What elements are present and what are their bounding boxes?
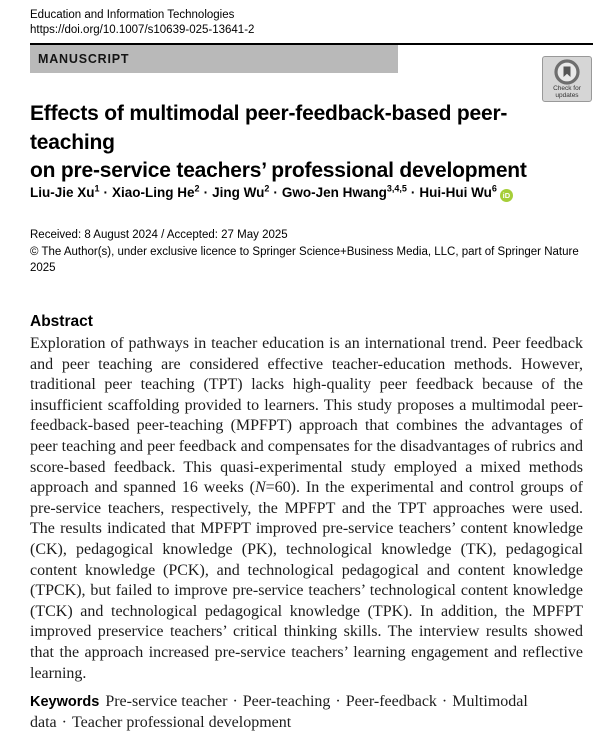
author-affiliation-sup: 2 [194, 183, 200, 193]
keyword: Peer-teaching [242, 693, 331, 710]
journal-name: Education and Information Technologies [30, 9, 235, 21]
article-title-line2: on pre-service teachers’ professional development [30, 159, 527, 182]
keyword: Peer-feedback [345, 693, 437, 710]
crossmark-icon [554, 59, 580, 85]
abstract-text: Exploration of pathways in teacher education is an international trend. Peer feedback and peer teaching are considered effective teacher-education methods. However, traditional peer teaching (TPT) lacks high-quality peer feedback because of the insufficient scaffolding provided to learners. This study proposes a multimodal peer-feedback-based peer-teaching (MPFPT) approach that combines the advantages of peer teaching and peer feedback and compensates for the disadvantages of rubrics and score-based feedback. This quasi-experimental study employed a mixed methods approach and spanned 16 weeks (N=60). In the experimental and control groups of pre-service teachers, respectively, the MPFPT and the TPT approaches were used. The results indicated that MPFPT improved pre-service teachers’ content knowledge (CK), pedagogical knowledge (PK), technological knowledge (TK), pedagogical content knowledge (PCK), and technological pedagogical and content knowledge (TPCK), but failed to improve pre-service teachers’ technological content knowledge (TCK) and technological pedagogical knowledge (TPK). In addition, the MPFPT improved preservice teachers’ critical thinking skills. The interview results showed that the approach increased pre-service teachers’ learning engagement and reflective learning. [30, 335, 584, 682]
keywords-section [30, 692, 583, 733]
author-affiliation-sup: 2 [264, 183, 270, 193]
journal-header [30, 8, 254, 37]
article-title-line1: Effects of multimodal peer-feedback-based peer-teaching [30, 102, 508, 154]
keyword: Multimodal data [30, 693, 528, 731]
author-affiliation-sup: 6 [491, 183, 497, 193]
article-type-banner [30, 45, 398, 73]
author-list [30, 183, 590, 202]
author-name[interactable]: Jing Wu$^2$ [212, 183, 270, 200]
author-name[interactable]: Gwo-Jen Hwang$^{3,4,5}$ [281, 183, 407, 200]
keyword-separator: · [232, 693, 238, 710]
keyword-separator: · [335, 693, 341, 710]
keywords-label: Keywords [30, 694, 100, 710]
received-accepted-dates: Received: 8 August 2024 / Accepted: 27 May 2025 [30, 229, 288, 241]
check-for-updates-label: Check for updates [553, 85, 581, 99]
article-title [30, 100, 590, 186]
author-name[interactable]: Xiao-Ling He$^2$ [112, 183, 200, 200]
author-affiliation-sup: 1 [94, 183, 100, 193]
article-type-label: MANUSCRIPT [38, 52, 130, 66]
author-name[interactable]: Liu-Jie Xu$^1$ [30, 183, 100, 200]
copyright-notice [30, 245, 586, 276]
keyword: Pre-service teacher [105, 693, 228, 710]
author-name[interactable]: Hui-Hui Wu$^6$ [419, 183, 497, 200]
keyword-separator: · [61, 713, 67, 731]
copyright-line1: © The Author(s), under exclusive licence to Springer Science+Business Media, LLC, part of Springer Nature [30, 246, 579, 258]
keyword-separator: · [441, 693, 448, 710]
copyright-line2: 2025 [30, 261, 56, 274]
author-separator: · [273, 184, 278, 200]
keyword: Teacher professional development [71, 713, 292, 731]
orcid-icon[interactable]: iD [500, 189, 513, 202]
author-affiliation-sup: 3,4,5 [386, 183, 407, 193]
doi-link[interactable]: https://doi.org/10.1007/s10639-025-13641-2 [30, 23, 255, 36]
author-separator: · [410, 184, 416, 200]
abstract-heading: Abstract [30, 313, 93, 330]
author-separator: · [203, 184, 209, 200]
check-for-updates-badge[interactable] [542, 56, 592, 102]
author-separator: · [103, 184, 109, 200]
italic-n: N [254, 479, 266, 497]
